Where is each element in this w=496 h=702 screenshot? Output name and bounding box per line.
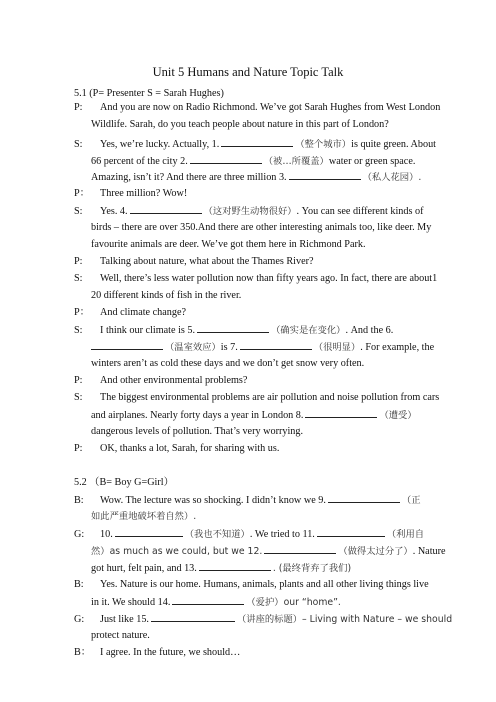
section-heading-5-2: 5.2 （B= Boy G=Girl） (74, 477, 174, 488)
answer-blank-5[interactable] (197, 323, 269, 333)
answer-blank-2[interactable] (190, 154, 262, 164)
dialogue-line: and airplanes. Nearly forty days a year in London 8. （遭受） (91, 410, 417, 421)
dialogue-line: protect nature. (91, 630, 150, 641)
dialogue-line: got hurt, felt pain, and 13. . (最终背弃了我们) (91, 563, 352, 574)
answer-blank-7[interactable] (240, 340, 312, 350)
dialogue-line: P: Talking about nature, what about the Thames River? (74, 256, 314, 267)
dialogue-line: winters aren’t as cold these days and we don’t get snow very often. (91, 358, 365, 369)
dialogue-line: P: OK, thanks a lot, Sarah, for sharing with us. (74, 443, 280, 454)
answer-blank-1[interactable] (221, 137, 293, 147)
dialogue-line: dangerous levels of pollution. That’s very worrying. (91, 426, 304, 437)
dialogue-line: （温室效应）is 7. （很明显）. For example, the (91, 340, 434, 354)
dialogue-line: P： Three million? Wow! (74, 188, 188, 199)
dialogue-line: 然）as much as we could, but we 12. （做得太过分了）. Nature (91, 546, 446, 557)
answer-blank-14[interactable] (172, 595, 244, 605)
dialogue-line: birds – there are over 350.And there are other interesting animals too, like deer. My (91, 222, 432, 233)
dialogue-line: P: And you are now on Radio Richmond. We’ve got Sarah Hughes from West London (74, 102, 441, 113)
answer-blank-8[interactable] (305, 408, 377, 418)
dialogue-line: S: I think our climate is 5. （确实是在变化）. And the 6. (74, 325, 394, 336)
page-title: Unit 5 Humans and Nature Topic Talk (152, 65, 344, 79)
dialogue-line: 66 percent of the city 2. （被…所覆盖）water or green space. (91, 156, 416, 167)
dialogue-line: 如此严重地破坏着自然）. (91, 511, 197, 522)
dialogue-line: B: Wow. The lecture was so shocking. I didn’t know we 9. （正 (74, 495, 421, 506)
answer-blank-10[interactable] (115, 527, 183, 537)
dialogue-line: S: The biggest environmental problems are air pollution and noise pollution from cars (74, 392, 440, 403)
section-heading-5-1: 5.1 (P= Presenter S = Sarah Hughes) (74, 88, 224, 99)
dialogue-line: P： And climate change? (74, 307, 186, 318)
dialogue-line: Wildlife. Sarah, do you teach people about nature in this part of London? (91, 119, 389, 130)
dialogue-line: B: Yes. Nature is our home. Humans, animals, plants and all other living things live (74, 579, 429, 590)
answer-blank-9[interactable] (328, 493, 400, 503)
dialogue-line: G: Just like 15. （讲座的标题）– Living with Nature – we should (74, 614, 453, 625)
dialogue-line: S: Yes, we’re lucky. Actually, 1. （整个城市）is quite green. About (74, 139, 436, 150)
answer-blank-13[interactable] (199, 561, 271, 571)
answer-blank-12[interactable] (264, 544, 336, 554)
dialogue-line: B： I agree. In the future, we should… (74, 647, 241, 658)
dialogue-line: S: Yes. 4. （这对野生动物很好）. You can see different kinds of (74, 206, 424, 217)
dialogue-line: G: 10. （我也不知道）. We tried to 11. （利用自 (74, 529, 425, 540)
answer-blank-6[interactable] (91, 340, 163, 350)
dialogue-line: Amazing, isn’t it? And there are three million 3. （私人花园）. (91, 172, 422, 183)
dialogue-line: favourite animals are deer. We’ve got them here in Richmond Park. (91, 239, 366, 250)
answer-blank-11[interactable] (317, 527, 385, 537)
answer-blank-3[interactable] (289, 170, 361, 180)
answer-blank-15[interactable] (151, 612, 235, 622)
dialogue-line: 20 different kinds of fish in the river. (91, 290, 242, 301)
dialogue-line: in it. We should 14. （爱护）our “home”. (91, 597, 341, 608)
dialogue-line: P: And other environmental problems? (74, 375, 248, 386)
answer-blank-4[interactable] (130, 204, 202, 214)
dialogue-line: S: Well, there’s less water pollution now than fifty years ago. In fact, there are about1 (74, 273, 438, 284)
